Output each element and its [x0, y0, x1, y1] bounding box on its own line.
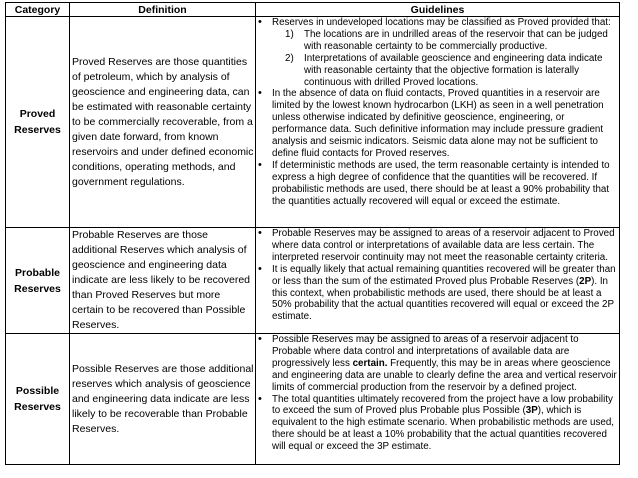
guideline-item: • Reserves in undeveloped locations may be classified as Proved provided that: 1) The locations are in undrilled areas of the reservoir that can be judged with reasonable certainty to be commercially productive. 2) Interpretations of available geoscience and engineering data indicate with reasonable certainty that the objective formation is laterally continuous with drilled Proved locations.: [256, 17, 619, 88]
condition-item: 1) The locations are in undrilled areas of the reservoir that can be judged with reasonable certainty to be commercially productive.: [285, 28, 608, 52]
category-cell: [6, 334, 70, 465]
definition-cell: Possible Reserves are those additional reserves which analysis of geoscience and engineering data indicate are less likely to be recoverable than Probable Reserves.: [70, 334, 256, 465]
reserves-table: [5, 2, 620, 465]
guideline-item: • Probable Reserves may be assigned to areas of a reservoir adjacent to Proved where data control or interpretations of available data are less certain. The interpreted reservoir continuity may not meet the reasonable certainty criteria.: [256, 228, 619, 264]
category-label: Reserves: [14, 282, 61, 295]
table-row-proved: [6, 17, 620, 228]
guideline-list: [256, 334, 619, 453]
guideline-item: • If deterministic methods are used, the term reasonable certainty is intended to express a high degree of confidence that the quantities will be recovered. If probabilistic methods are used, there should be at least a 90% probability that the quantities actually recovered will equal or exceed the estimate.: [256, 160, 619, 208]
category-label: Probable: [15, 266, 60, 279]
guideline-item: • Possible Reserves may be assigned to areas of a reservoir adjacent to Probable where data control and interpretations of available data are progressively less certain. Frequently, this may be in areas where geoscience and engineering data are unable to clearly define the area and vertical reservoir limits of commercial production from the reservoir by a defined project.: [256, 334, 619, 394]
table-row-probable: [6, 228, 620, 334]
guidelines-header: Guidelines: [256, 3, 620, 17]
table-row-possible: [6, 334, 620, 465]
category-label: Reserves: [14, 124, 61, 136]
category-label: Reserves: [14, 401, 61, 413]
guidelines-cell: [256, 228, 620, 334]
condition-item: 2) Interpretations of available geoscience and engineering data indicate with reasonable certainty that the objective formation is laterally continuous with drilled Proved locations.: [285, 52, 603, 88]
guideline-list: [256, 228, 619, 323]
guidelines-cell: [256, 17, 620, 228]
guideline-item: • In the absence of data on fluid contacts, Proved quantities in a reservoir are limited by the lowest known hydrocarbon (LKH) as seen in a well penetration unless otherwise indicated by definitive geoscience, engineering, or performance data. Such definitive information may include pressure gradient analysis and seismic indicators. Seismic data alone may not be sufficient to define fluid contacts for Proved reserves.: [256, 88, 619, 159]
header-row: [6, 3, 620, 17]
definition-header: Definition: [70, 3, 256, 17]
category-label: Proved: [19, 108, 56, 120]
definition-cell: Probable Reserves are those additional Reserves which analysis of geoscience and engineering data indicate are less likely to be recovered than Proved Reserves but more certain to be recovered than Possible Reserves.: [70, 228, 256, 334]
guideline-item: • The total quantities ultimately recovered from the project have a low probability to exceed the sum of Proved plus Probable plus Possible (3P), which is equivalent to the high estimate scenario. When probabilistic methods are used, there should be at least a 10% probability that the actual quantities recovered will equal or exceed the 3P estimate.: [256, 394, 619, 454]
category-label: Possible: [15, 385, 60, 397]
condition-list: [272, 29, 619, 89]
category-header: Category: [6, 3, 70, 17]
category-cell: [6, 228, 70, 334]
guideline-list: [256, 17, 619, 208]
category-cell: [6, 17, 70, 228]
guideline-item: • It is equally likely that actual remaining quantities recovered will be greater than or less than the sum of the estimated Proved plus Probable Reserves (2P). In this context, when probabilistic methods are used, there should be at least a 50% probability that the actual quantities recovered will equal or exceed the 2P estimate.: [256, 264, 619, 324]
guidelines-cell: [256, 334, 620, 465]
definition-cell: Proved Reserves are those quantities of petroleum, which by analysis of geoscience and engineering data, can be estimated with reasonable certainty to be commercially recoverable, from a given date forward, from known reservoirs and under defined economic conditions, operating methods, and government regulations.: [70, 17, 256, 228]
